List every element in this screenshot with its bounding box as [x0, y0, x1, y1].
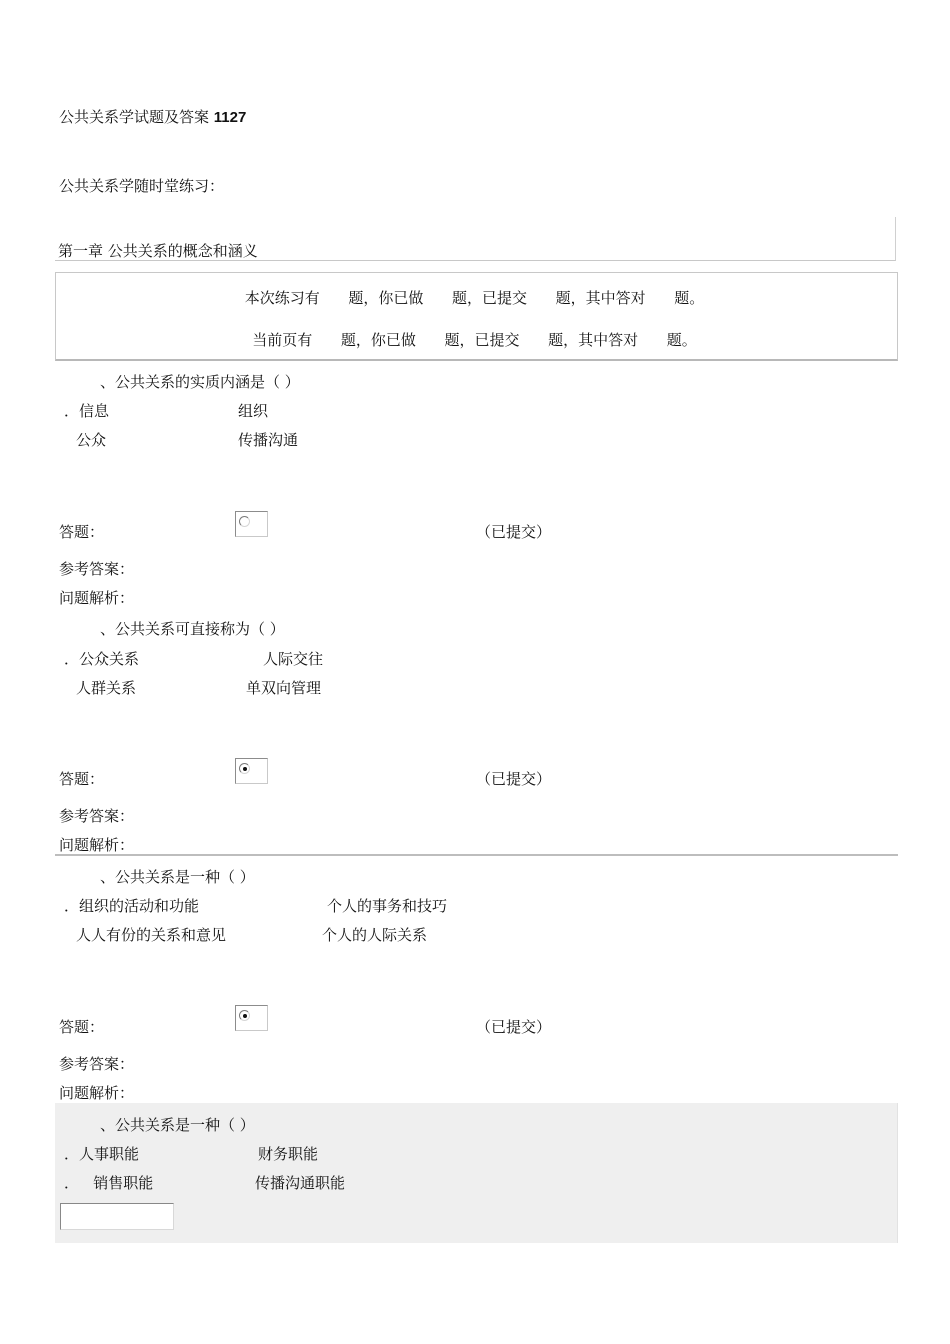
- radio-checked-icon: [239, 763, 250, 774]
- question-stem: 、公共关系是一种（ ）: [100, 868, 255, 886]
- document-title-text: 公共关系学试题及答案: [59, 108, 210, 126]
- analysis-label: 问题解析：: [59, 1084, 135, 1102]
- answer-input[interactable]: [60, 1203, 174, 1230]
- answer-label: 答题：: [59, 1018, 105, 1036]
- answer-radio[interactable]: [235, 1005, 268, 1031]
- option-b: 人际交往: [263, 650, 324, 668]
- option-d: 个人的人际关系: [322, 926, 428, 944]
- practice-subtitle: 公共关系学随时堂练习：: [59, 177, 225, 195]
- submitted-status: （已提交）: [476, 523, 552, 541]
- option-d: 传播沟通职能: [255, 1174, 346, 1192]
- option-c: 人人有份的关系和意见: [76, 926, 227, 944]
- stats-total-line: 本次练习有 题，你已做 题，已提交 题，其中答对 题。: [244, 289, 705, 307]
- option-a: ．公众关系: [64, 650, 140, 668]
- radio-checked-icon: [239, 1010, 250, 1021]
- question-stem: 、公共关系可直接称为（ ）: [100, 620, 285, 638]
- option-b: 组织: [238, 402, 269, 420]
- answer-label: 答题：: [59, 770, 105, 788]
- option-c: 人群关系: [76, 679, 137, 697]
- stats-page-line: 当前页有 题，你已做 题，已提交 题，其中答对 题。: [252, 331, 697, 349]
- option-c: 公众: [76, 431, 107, 449]
- answer-radio[interactable]: [235, 511, 268, 537]
- document-title: [59, 106, 246, 127]
- option-a: ．人事职能: [64, 1145, 140, 1163]
- question-stem: 、公共关系是一种（ ）: [100, 1116, 255, 1134]
- chapter-title: 第一章 公共关系的概念和涵义: [58, 242, 258, 260]
- submitted-status: （已提交）: [476, 770, 552, 788]
- chapter-header: [55, 217, 896, 261]
- answer-radio[interactable]: [235, 758, 268, 784]
- reference-answer-label: 参考答案：: [59, 560, 135, 578]
- analysis-label: 问题解析：: [59, 836, 135, 854]
- radio-circle-icon: [239, 516, 250, 527]
- option-c: ． 销售职能: [64, 1174, 154, 1192]
- submitted-status: （已提交）: [476, 1018, 552, 1036]
- practice-stats-panel: [55, 272, 898, 361]
- option-b: 个人的事务和技巧: [327, 897, 448, 915]
- analysis-label: 问题解析：: [59, 589, 135, 607]
- question-divider: [55, 854, 898, 856]
- option-d: 传播沟通: [238, 431, 299, 449]
- question-stem: 、公共关系的实质内涵是（ ）: [100, 373, 300, 391]
- option-b: 财务职能: [258, 1145, 319, 1163]
- option-d: 单双向管理: [246, 679, 322, 697]
- reference-answer-label: 参考答案：: [59, 807, 135, 825]
- option-a: ．组织的活动和功能: [64, 897, 200, 915]
- answer-label: 答题：: [59, 523, 105, 541]
- reference-answer-label: 参考答案：: [59, 1055, 135, 1073]
- option-a: ．信息: [64, 402, 110, 420]
- document-title-number: 1127: [213, 109, 247, 126]
